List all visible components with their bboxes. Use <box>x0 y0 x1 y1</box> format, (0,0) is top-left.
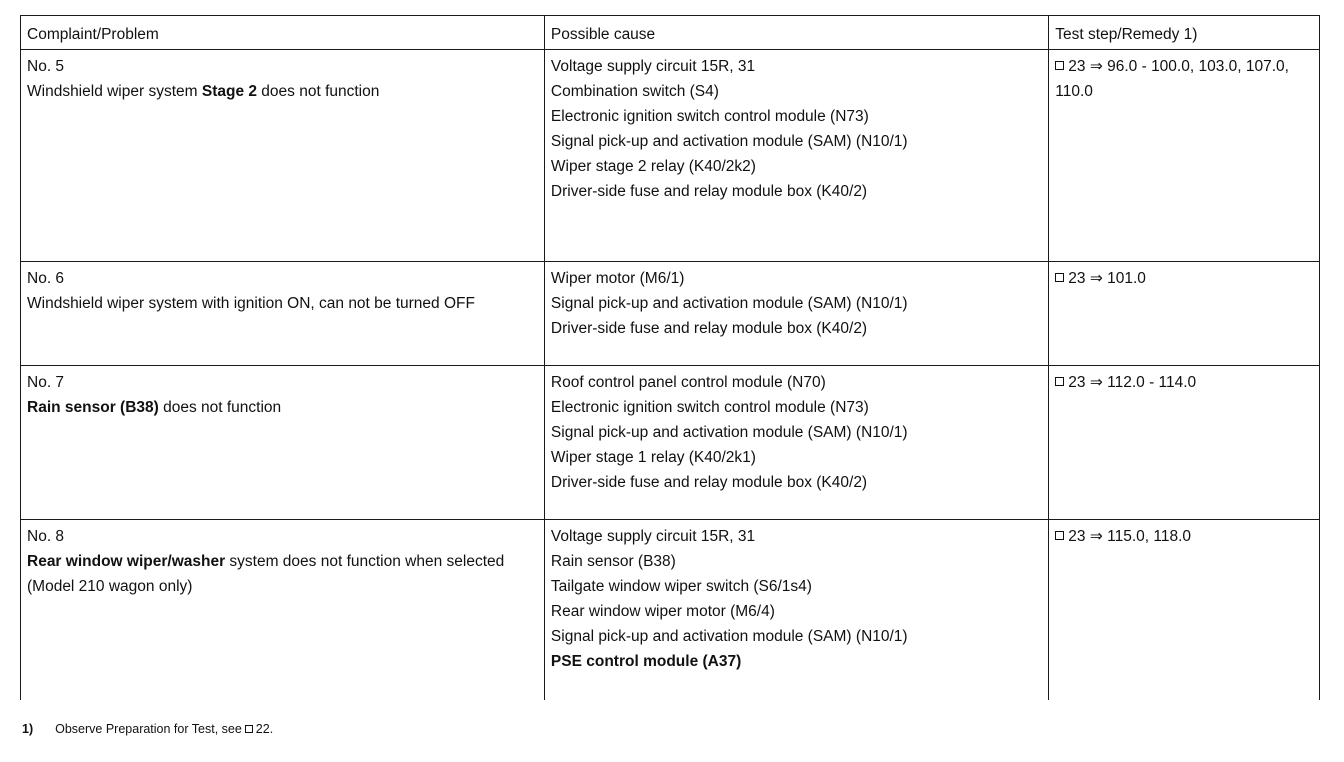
cause-item: Voltage supply circuit 15R, 31 <box>550 58 756 75</box>
cause-item: Signal pick-up and activation module (SAM) (N10/1) <box>550 424 908 441</box>
complaint-cell <box>21 262 545 366</box>
cause-item: Wiper stage 2 relay (K40/2k2) <box>550 158 756 175</box>
cause-cell <box>544 366 1048 520</box>
book-reference-icon <box>1055 377 1064 386</box>
remedy-cell <box>1049 366 1320 520</box>
complaint-number: No. 6 <box>27 270 65 287</box>
table-header-row <box>21 16 1320 50</box>
complaint-cell <box>21 366 545 520</box>
cause-cell <box>544 520 1048 700</box>
remedy-cell <box>1049 520 1320 700</box>
cause-item: Rear window wiper motor (M6/4) <box>550 603 775 620</box>
complaint-cell <box>21 50 545 262</box>
complaint-number: No. 7 <box>27 374 65 391</box>
remedy-text: 23 ⇒ 112.0 - 114.0 <box>1068 374 1197 391</box>
cause-cell <box>544 50 1048 262</box>
cause-item: Electronic ignition switch control module (N73) <box>550 399 869 416</box>
cause-item: Wiper motor (M6/1) <box>550 270 685 287</box>
book-reference-icon <box>1055 273 1064 282</box>
table-row <box>21 262 1320 366</box>
footnote-reference: 22. <box>255 722 274 736</box>
cause-item: Combination switch (S4) <box>550 83 719 100</box>
complaint-description: Windshield wiper system Stage 2 does not function <box>27 83 380 100</box>
cause-item: Signal pick-up and activation module (SAM) (N10/1) <box>550 628 908 645</box>
footnote <box>22 722 273 736</box>
table-row <box>21 50 1320 262</box>
cause-item: Tailgate window wiper switch (S6/1s4) <box>550 578 812 595</box>
remedy-text: 23 ⇒ 96.0 - 100.0, 103.0, 107.0, 110.0 <box>1055 58 1289 100</box>
header-complaint: Complaint/Problem <box>21 16 545 50</box>
footnote-text: Observe Preparation for Test, see <box>55 722 242 736</box>
header-possible-cause: Possible cause <box>544 16 1048 50</box>
cause-item: Signal pick-up and activation module (SAM) (N10/1) <box>550 133 908 150</box>
complaint-number: No. 5 <box>27 58 65 75</box>
complaint-description: Rear window wiper/washer system does not function when selected <box>27 553 505 570</box>
remedy-cell <box>1049 50 1320 262</box>
complaint-description: Windshield wiper system with ignition ON, can not be turned OFF <box>27 295 475 312</box>
remedy-cell <box>1049 262 1320 366</box>
cause-item: Roof control panel control module (N70) <box>550 374 826 391</box>
book-reference-icon <box>1055 61 1064 70</box>
cause-item: Signal pick-up and activation module (SAM) (N10/1) <box>550 295 908 312</box>
cause-item: PSE control module (A37) <box>550 653 742 670</box>
book-reference-icon <box>1055 531 1064 540</box>
cause-item: Wiper stage 1 relay (K40/2k1) <box>550 449 756 466</box>
diagnosis-table <box>20 15 1320 700</box>
footnote-mark: 1) <box>22 722 34 736</box>
book-reference-icon <box>245 725 253 733</box>
cause-cell <box>544 262 1048 366</box>
table-row <box>21 366 1320 520</box>
cause-item: Rain sensor (B38) <box>550 553 676 570</box>
remedy-text: 23 ⇒ 115.0, 118.0 <box>1068 528 1192 545</box>
complaint-cell <box>21 520 545 700</box>
complaint-note: (Model 210 wagon only) <box>27 578 193 595</box>
complaint-number: No. 8 <box>27 528 65 545</box>
header-test-step: Test step/Remedy 1) <box>1049 16 1320 50</box>
remedy-text: 23 ⇒ 101.0 <box>1068 270 1146 287</box>
cause-item: Voltage supply circuit 15R, 31 <box>550 528 756 545</box>
cause-item: Driver-side fuse and relay module box (K40/2) <box>550 183 868 200</box>
cause-item: Electronic ignition switch control module (N73) <box>550 108 869 125</box>
cause-item: Driver-side fuse and relay module box (K40/2) <box>550 320 868 337</box>
table-row <box>21 520 1320 700</box>
complaint-description: Rain sensor (B38) does not function <box>27 399 282 416</box>
cause-item: Driver-side fuse and relay module box (K40/2) <box>550 474 868 491</box>
